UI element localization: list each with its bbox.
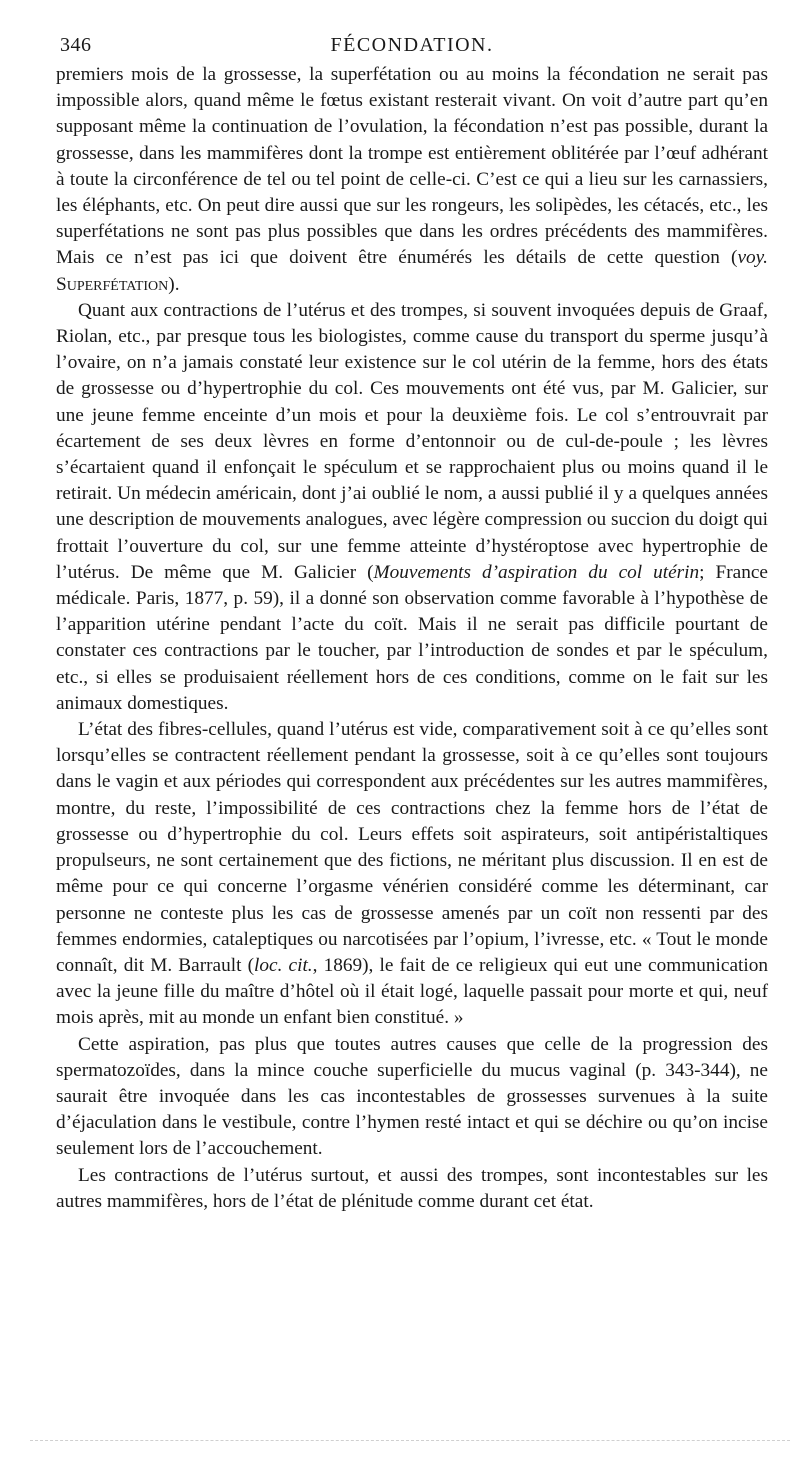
paragraph-text: L’état des fibres-cellules, quand l’utérus est vide, comparativement soit à ce qu’elles sont lorsqu’elles se contractent réellement pendant la grossesse, soit à ce qu’elles sont toujours dans le vagin et aux périodes qui correspondent aux précédentes sur les autres mammifères, montre, du reste, l’impossibilité de ces contractions chez la femme hors de l’état de grossesse ou d’hypertrophie du col. Leurs effets soit aspirateurs, soit antipéristaltiques propulseurs, ne sont certainement que des fictions, ne méritant plus discussion. Il en est de même pour ce qui concerne l’orgasme vénérien considéré comme les déterminant, car personne ne conteste plus les cas de grossesse amenés par un coït non ressenti par des femmes endormies, cataleptiques ou narcotisées par l’opium, l’ivresse, etc. « Tout le monde connaît, dit M. Barrault (: [56, 719, 768, 976]
paragraph: [56, 717, 768, 1031]
paragraph-text: Les contractions de l’utérus surtout, et aussi des trompes, sont incontestables sur les autres mammifères, hors de l’état de plénitude comme durant cet état.: [56, 1164, 768, 1212]
small-caps-text: Superfétation: [56, 273, 169, 295]
paragraph-text: , 1869), le fait de ce religieux qui eut une communication avec la jeune fille du maître d’hôtel où il était logé, laquelle passait pour morte et qui, neuf mois après, mit au monde un enfant bien constitué. »: [56, 954, 768, 1029]
italic-text: loc. cit.: [254, 954, 313, 976]
paragraph: [56, 62, 768, 298]
running-title: FÉCONDATION.: [330, 34, 494, 56]
paragraph-text: ).: [168, 273, 180, 295]
book-page: [56, 28, 768, 1215]
paragraph-text: ; France médicale. Paris, 1877, p. 59), il a donné son observation comme favorable à l’hypothèse de l’apparition utérine pendant l’acte du coït. Mais il ne serait pas difficile pourtant de constater ces contractions par le toucher, par l’introduction de sondes et par le spéculum, etc., si elles se produisaient réellement hors de ces conditions, comme on le fait sur les animaux domestiques.: [56, 561, 768, 714]
scan-noise-divider: [30, 1440, 790, 1442]
paragraph-text: premiers mois de la grossesse, la superfétation ou au moins la fécondation ne serait pas impossible alors, quand même le fœtus existant resterait vivant. On voit d’autre part qu’en supposant même la continuation de l’ovulation, la fécondation n’est pas possible, durant la grossesse, dans les mammifères dont la trompe est entièrement oblitérée par l’œuf adhérant à toute la circonférence de tel ou tel point de celle-ci. C’est ce qui a lieu sur les carnassiers, les éléphants, etc. On peut dire aussi que sur les rongeurs, les solipèdes, les cétacés, etc., les superfétations ne sont pas plus possibles que dans les ordres précédents des mammifères. Mais ce n’est pas ici que doivent être énumérés les détails de cette question (: [56, 64, 768, 269]
page-header: [56, 28, 768, 62]
paragraph-text: Quant aux contractions de l’utérus et des trompes, si souvent invoquées depuis de Graaf, Riolan, etc., par presque tous les biologistes, comme cause du transport du sperme jusqu’à l’ovaire, on n’a jamais constaté leur existence sur le col utérin de la femme, hors des états de grossesse ou d’hypertrophie du col. Ces mouvements ont été vus, par M. Galicier, sur une jeune femme enceinte d’un mois et pour la deuxième fois. Le col s’entrouvrait par écartement de ses deux lèvres en forme d’entonnoir ou de cul-de-poule ; les lèvres s’écartaient quand il enfonçait le spéculum et se rapprochaient plus ou moins quand il le retirait. Un médecin américain, dont j’ai oublié le nom, a aussi publié il y a quelques années une description de mouvements analogues, avec légère compression ou succion du doigt qui frottait l’ouverture du col, sur une femme atteinte d’hystéroptose avec hypertrophie de l’utérus. De même que M. Galicier (: [56, 299, 768, 583]
page-number: 346: [60, 34, 92, 56]
paragraph-text: Cette aspiration, pas plus que toutes autres causes que celle de la progression des spermatozoïdes, dans la mince couche superficielle du mucus vaginal (p. 343-344), ne saurait être invoquée dans les cas incontestables de grossesses survenues à la suite d’éjaculation dans le vestibule, contre l’hymen resté intact et qui se déchire ou qu’on incise seulement lors de l’accouchement.: [56, 1033, 768, 1160]
paragraph: [56, 298, 768, 717]
body-text: [56, 62, 768, 1215]
italic-text: voy.: [737, 247, 768, 269]
paragraph: [56, 1032, 768, 1163]
italic-text: Mouvements d’aspiration du col utérin: [373, 561, 700, 583]
paragraph: [56, 1163, 768, 1215]
